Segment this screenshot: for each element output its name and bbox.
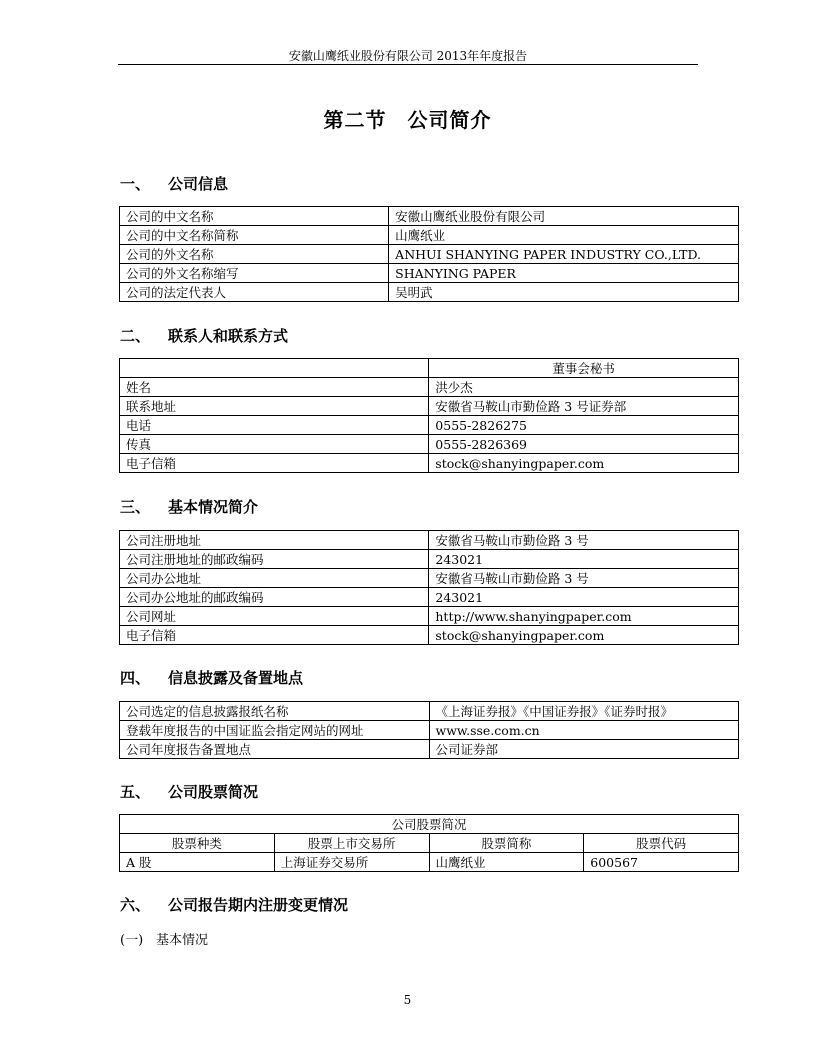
- section-heading-6: 六、 公司报告期内注册变更情况: [120, 896, 349, 914]
- table-row: 公司的法定代表人 吴明武: [120, 283, 739, 302]
- table-row: 公司注册地址的邮政编码 243021: [120, 550, 739, 569]
- sub-heading: (一) 基本情况: [120, 933, 209, 948]
- section-heading-3: 三、 基本情况简介: [120, 498, 259, 516]
- table-row: 公司的外文名称 ANHUI SHANYING PAPER INDUSTRY CO.,LTD.: [120, 245, 739, 264]
- table-row: 电子信箱 stock@shanyingpaper.com: [120, 454, 739, 473]
- section-heading-1: 一、 公司信息: [120, 175, 229, 193]
- table-row: 公司网址 http://www.shanyingpaper.com: [120, 607, 739, 626]
- contact-table: [119, 358, 739, 473]
- company-info-table: [119, 206, 739, 302]
- table-row: 公司的外文名称缩写 SHANYING PAPER: [120, 264, 739, 283]
- table-row: 联系地址 安徽省马鞍山市勤俭路 3 号证券部: [120, 397, 739, 416]
- table-row: A 股 上海证券交易所 山鹰纸业 600567: [120, 853, 739, 872]
- table-row: 姓名 洪少杰: [120, 378, 739, 397]
- page-number: 5: [403, 993, 412, 1007]
- table-row: 公司注册地址 安徽省马鞍山市勤俭路 3 号: [120, 531, 739, 550]
- table-row: 公司办公地址的邮政编码 243021: [120, 588, 739, 607]
- basic-info-table: [119, 530, 739, 645]
- table-row: 公司选定的信息披露报纸名称 《上海证券报》《中国证券报》《证券时报》: [120, 702, 739, 721]
- table-row: 公司的中文名称 安徽山鹰纸业股份有限公司: [120, 207, 739, 226]
- table-row: 电话 0555-2826275: [120, 416, 739, 435]
- stock-table: [119, 814, 739, 872]
- table-row: 电子信箱 stock@shanyingpaper.com: [120, 626, 739, 645]
- disclosure-table: [119, 701, 739, 759]
- table-row: 公司办公地址 安徽省马鞍山市勤俭路 3 号: [120, 569, 739, 588]
- table-row: 股票种类 股票上市交易所 股票简称 股票代码: [120, 834, 739, 853]
- page-title: 第二节 公司简介: [323, 108, 492, 132]
- header-rule: [118, 64, 698, 65]
- section-heading-2: 二、 联系人和联系方式: [120, 327, 289, 345]
- table-row: 公司的中文名称简称 山鹰纸业: [120, 226, 739, 245]
- page-header: 安徽山鹰纸业股份有限公司 2013年年度报告: [288, 49, 528, 63]
- section-heading-4: 四、 信息披露及备置地点: [120, 669, 304, 687]
- table-row: 登载年度报告的中国证监会指定网站的网址 www.sse.com.cn: [120, 721, 739, 740]
- table-row: 公司股票简况: [120, 815, 739, 834]
- table-row: 董事会秘书: [120, 359, 739, 378]
- table-row: 公司年度报告备置地点 公司证券部: [120, 740, 739, 759]
- table-row: 传真 0555-2826369: [120, 435, 739, 454]
- section-heading-5: 五、 公司股票简况: [120, 783, 259, 801]
